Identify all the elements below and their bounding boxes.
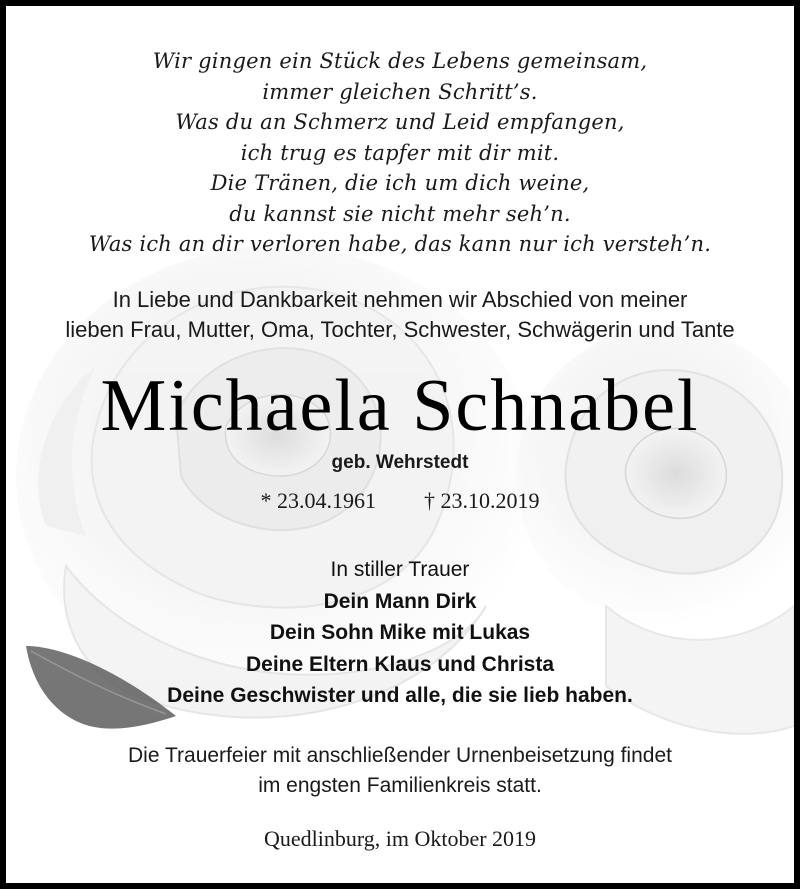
mourner-entry: Deine Geschwister und alle, die sie lieb haben. [167, 684, 633, 707]
memorial-poem [6, 46, 794, 260]
birth-date: * 23.04.1961 [260, 488, 376, 513]
intro-line: lieben Frau, Mutter, Oma, Tochter, Schwester, Schwägerin und Tante [65, 317, 735, 342]
mourner-entry: Dein Mann Dirk [323, 589, 477, 613]
place-and-date: Quedlinburg, im Oktober 2019 [263, 826, 537, 851]
funeral-info [6, 741, 794, 801]
mourner-entry: Deine Eltern Klaus und Christa [245, 652, 555, 676]
funeral-line: Die Trauerfeier mit anschließender Urnenbeisetzung findet [128, 744, 672, 767]
poem-line: ich trug es tapfer mit dir mit. [240, 140, 560, 165]
poem-line: immer gleichen Schritt’s. [262, 79, 538, 104]
mourner-entry: Dein Sohn Mike mit Lukas [269, 621, 531, 644]
life-dates [6, 486, 794, 516]
poem-line: Wir gingen ein Stück des Lebens gemeinsam, [152, 49, 648, 73]
maiden-name: geb. Wehrstedt [331, 452, 469, 473]
mourners-list [6, 554, 794, 712]
intro-line: In Liebe und Dankbarkeit nehmen wir Abschied von meiner [112, 287, 688, 312]
poem-line: du kannst sie nicht mehr seh’n. [229, 201, 571, 226]
poem-line: Die Tränen, die ich um dich weine, [210, 171, 590, 195]
poem-line: Was du an Schmerz und Leid empfangen, [175, 110, 625, 134]
poem-line: Was ich an dir verloren habe, das kann nur ich versteh’n. [88, 232, 712, 256]
farewell-intro [6, 285, 794, 345]
deceased-name: Michaela Schnabel [100, 365, 700, 447]
death-date: † 23.10.2019 [424, 488, 540, 513]
mourners-lead: In stiller Trauer [330, 558, 470, 581]
funeral-line: im engsten Familienkreis statt. [258, 774, 542, 797]
